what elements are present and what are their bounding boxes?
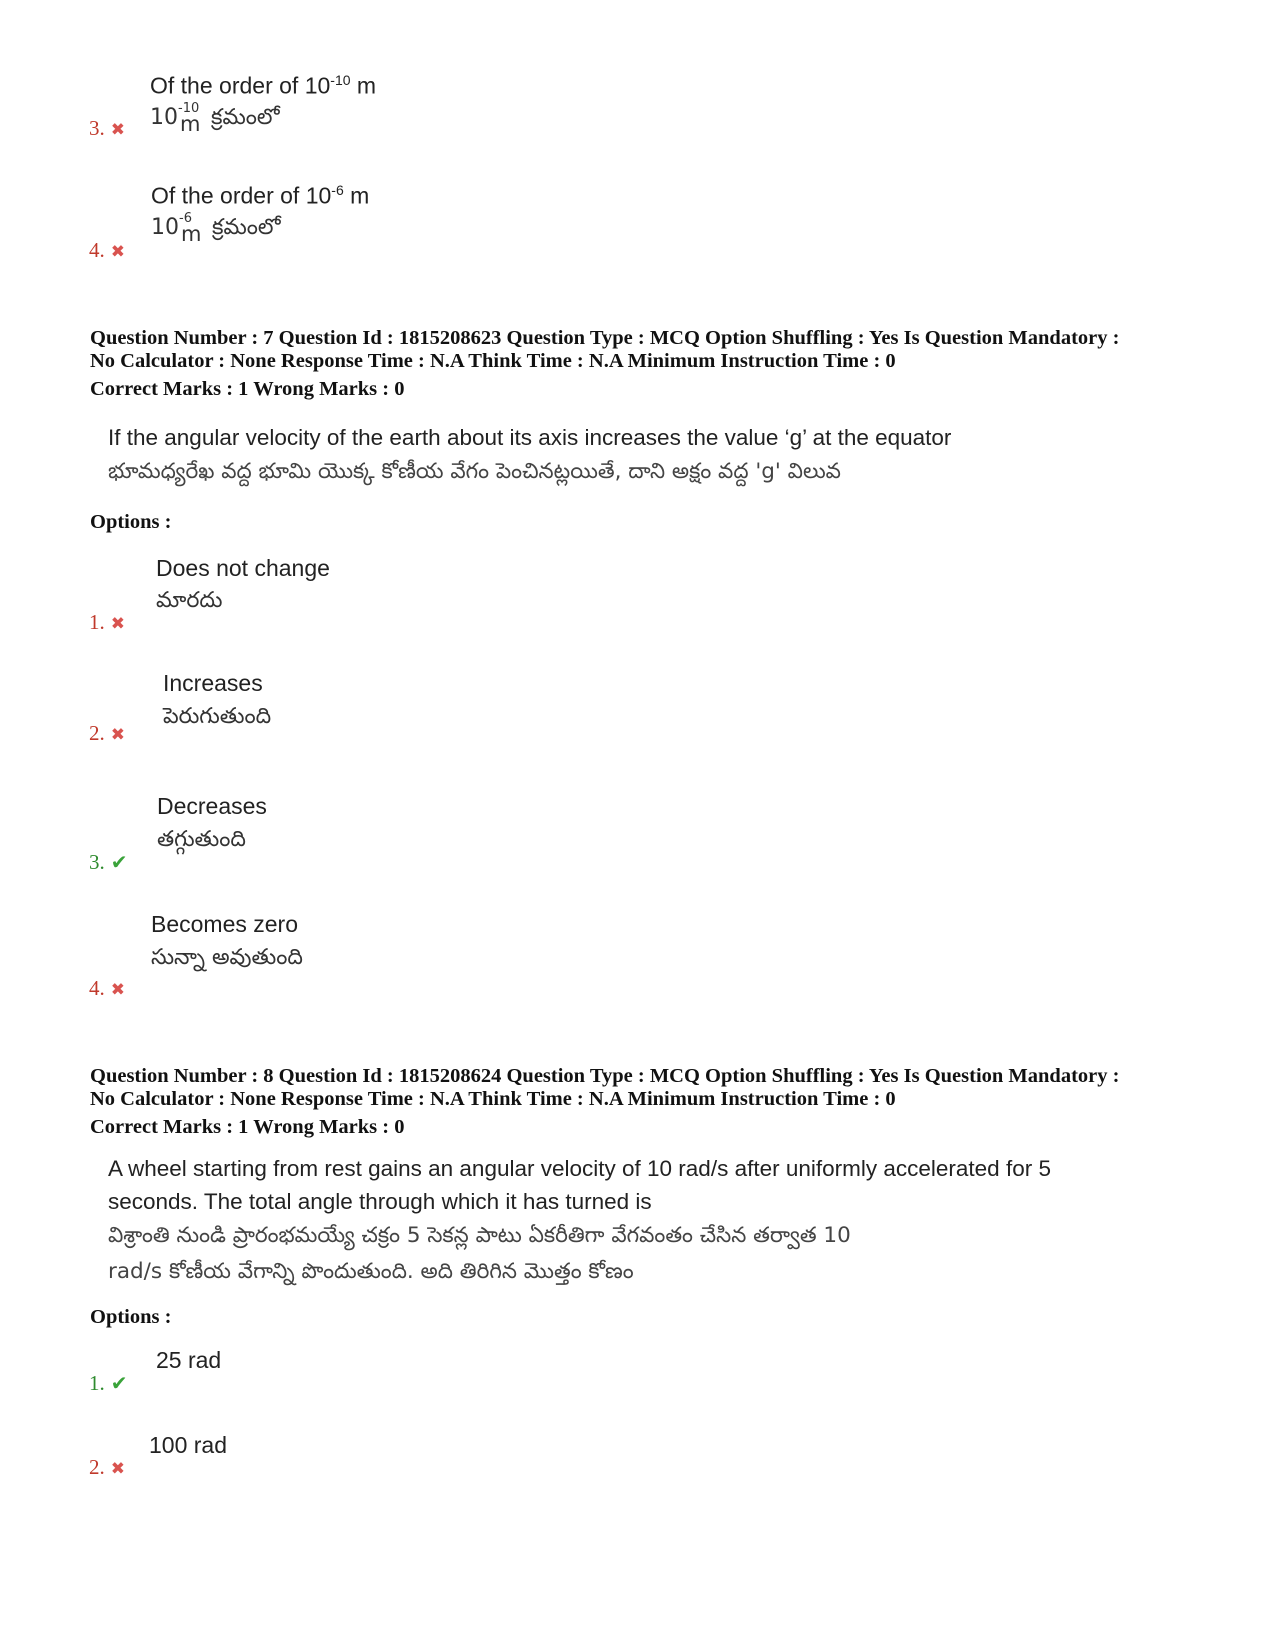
option-text-te: తగ్గుతుంది — [157, 827, 246, 852]
option-text-en: Does not change — [156, 555, 330, 581]
option-text-en: Becomes zero — [151, 911, 299, 937]
option-number: 1. ✔ — [89, 1371, 128, 1395]
option-text-en: 100 rad — [149, 1432, 228, 1458]
wrong-icon: ✖ — [110, 1459, 125, 1478]
question-text-te-line-2: rad/s కోణీయ వేగాన్ని పొందుతుంది. అది తిరిగిన మొత్తం కోణం — [108, 1259, 634, 1284]
wrong-icon: ✖ — [110, 980, 125, 999]
question-meta-line-1: Question Number : 8 Question Id : 1815208624 Question Type : MCQ Option Shuffling : Yes Is Question Mandatory : — [90, 1065, 1120, 1087]
question-text-en-line-1: A wheel starting from rest gains an angular velocity of 10 rad/s after uniformly accelerated for 5 — [108, 1156, 1051, 1181]
question-text-en: If the angular velocity of the earth about its axis increases the value ‘g’ at the equator — [108, 425, 952, 450]
wrong-icon: ✖ — [110, 120, 125, 139]
option-number: 1. ✖ — [89, 610, 125, 634]
question-marks: Correct Marks : 1 Wrong Marks : 0 — [90, 378, 405, 400]
option-text-te: మారదు — [156, 588, 223, 613]
option-number: 4. ✖ — [89, 238, 125, 262]
wrong-icon: ✖ — [110, 725, 125, 744]
option-text-en: Increases — [163, 670, 263, 696]
question-text-te-line-1: విశ్రాంతి నుండి ప్రారంభమయ్యే చక్రం 5 సెకన్ల పాటు ఏకరీతిగా వేగవంతం చేసిన తర్వాత 10 — [108, 1223, 851, 1248]
options-label: Options : — [90, 1306, 172, 1328]
question-text-te: భూమధ్యరేఖ వద్ద భూమి యొక్క కోణీయ వేగం పెంచినట్లయితే, దాని అక్షం వద్ద 'g' విలువ — [108, 459, 841, 484]
option-text-en: 25 rad — [156, 1347, 222, 1373]
option-text-te: 10 -6 m క్రమంలో — [151, 211, 281, 246]
option-text-te: సున్నా అవుతుంది — [151, 945, 303, 970]
option-text-te: 10 -10 m క్రమంలో — [150, 101, 280, 136]
option-number: 4. ✖ — [89, 976, 125, 1000]
question-text-en-line-2: seconds. The total angle through which it has turned is — [108, 1189, 652, 1214]
option-text-en: Of the order of $10^{-6}$ m — [151, 182, 370, 209]
question-meta-line-1: Question Number : 7 Question Id : 1815208623 Question Type : MCQ Option Shuffling : Yes Is Question Mandatory : — [90, 327, 1120, 349]
option-number: 3. ✖ — [89, 116, 125, 140]
wrong-icon: ✖ — [110, 614, 125, 633]
wrong-icon: ✖ — [110, 242, 125, 261]
option-text-en: Decreases — [157, 793, 267, 819]
option-number: 2. ✖ — [89, 721, 125, 745]
question-marks: Correct Marks : 1 Wrong Marks : 0 — [90, 1116, 405, 1138]
option-text-en: Of the order of $10^{-10}$ m — [150, 72, 377, 99]
question-meta-line-2: No Calculator : None Response Time : N.A Think Time : N.A Minimum Instruction Time : 0 — [90, 1088, 896, 1110]
option-text-te: పెరుగుతుంది — [163, 704, 272, 729]
option-number: 2. ✖ — [89, 1455, 125, 1479]
check-icon: ✔ — [110, 852, 128, 874]
options-label: Options : — [90, 511, 172, 533]
question-meta-line-2: No Calculator : None Response Time : N.A Think Time : N.A Minimum Instruction Time : 0 — [90, 350, 896, 372]
option-number: 3. ✔ — [89, 850, 128, 874]
check-icon: ✔ — [110, 1373, 128, 1395]
